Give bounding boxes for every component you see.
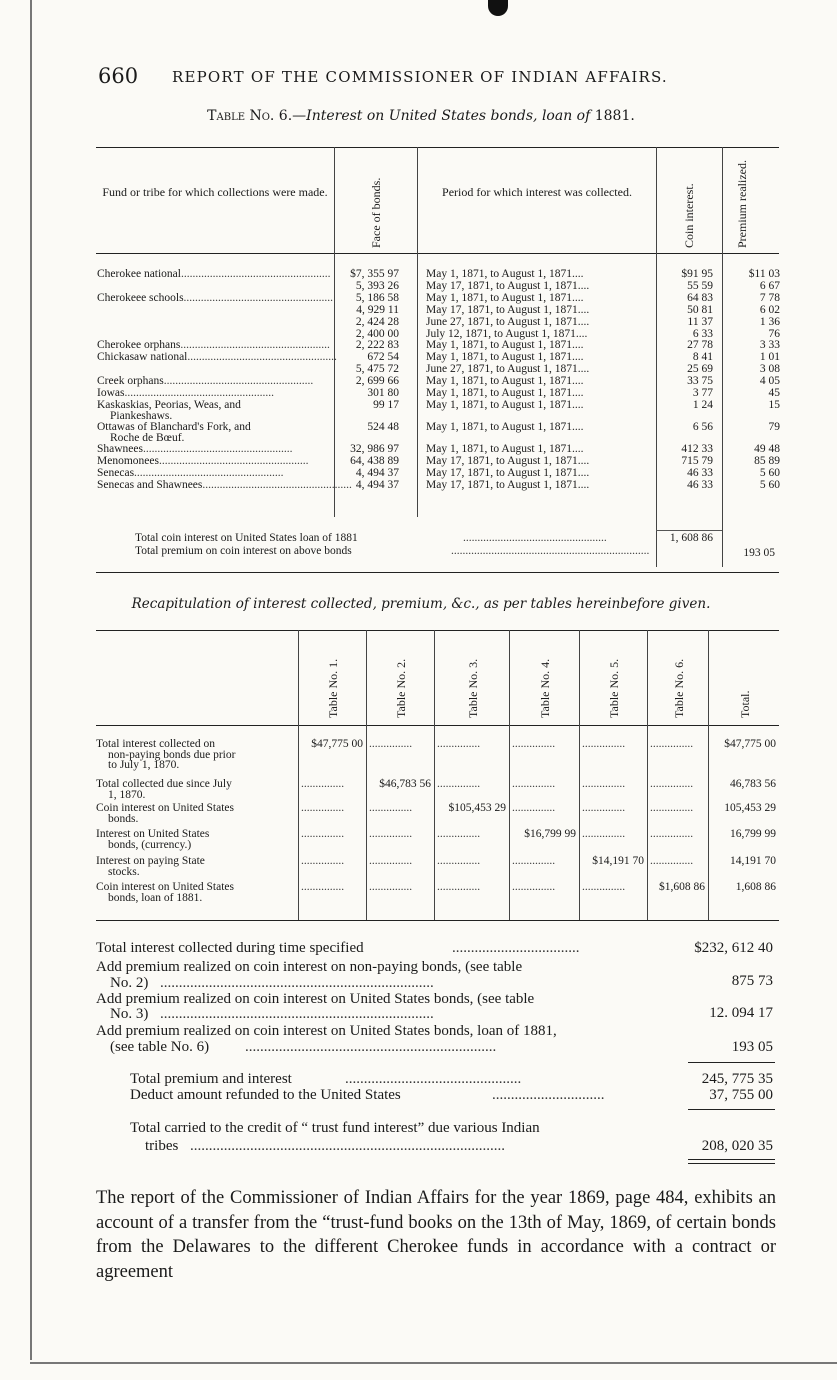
premium-realized: 79	[768, 420, 780, 433]
recap-cell-empty: ...............	[650, 828, 694, 840]
table6-row	[0, 292, 837, 304]
table6-row	[0, 316, 837, 328]
period-collected: May 1, 1871, to August 1, 1871....	[426, 387, 584, 399]
premium-realized: 5 60	[759, 478, 780, 491]
recap-cell-empty: ...............	[650, 778, 694, 790]
coin-interest: 64 83	[687, 291, 713, 304]
recap-row-total: 14,191 70	[730, 855, 776, 867]
binding-mark	[488, 0, 508, 16]
recap-cell-empty: ...............	[369, 828, 413, 840]
coin-interest: 33 75	[687, 375, 713, 388]
coin-interest: 6 33	[692, 327, 713, 340]
total-coin-value: 1, 608 86	[669, 532, 713, 544]
recap-cell-empty: ...............	[301, 855, 345, 867]
table6-row	[0, 328, 837, 340]
table6-row	[0, 351, 837, 363]
fund-name: Chickasaw national....................................................	[97, 351, 337, 364]
summary-line1-value: $232, 612 40	[694, 940, 773, 956]
table6-row	[0, 339, 837, 351]
recap-row-total: 105,453 29	[724, 802, 776, 814]
col-fund-header: Fund or tribe for which collections were made.	[102, 185, 328, 199]
recap-row-label: Total collected due since July	[96, 778, 232, 790]
summary-line3-label: Add premium realized on coin interest on United States bonds, (see table	[96, 991, 535, 1007]
premium-realized: 3 33	[759, 339, 780, 352]
recap-cell-empty: ...............	[369, 855, 413, 867]
table6-row	[0, 455, 837, 467]
table6-row	[0, 375, 837, 387]
recap-col-header: Table No. 4.	[538, 658, 552, 718]
coin-interest: 27 78	[687, 339, 713, 352]
coin-interest: 6 56	[692, 420, 713, 433]
coin-interest: 11 37	[687, 315, 713, 328]
table6-row	[0, 479, 837, 491]
recap-row-total: 1,608 86	[735, 881, 776, 893]
premium-realized: 3 08	[759, 363, 780, 376]
recap-cell-empty: ...............	[512, 881, 556, 893]
fund-name-continued: Roche de Bœuf.	[110, 431, 185, 444]
period-collected: May 1, 1871, to August 1, 1871....	[426, 291, 584, 304]
table6-row	[0, 304, 837, 316]
recap-cell-empty: ...............	[582, 802, 626, 814]
recap-cell-empty: ...............	[582, 738, 626, 750]
period-collected: May 17, 1871, to August 1, 1871....	[426, 303, 590, 316]
recap-cell-empty: ...............	[369, 802, 413, 814]
coin-interest: 412 33	[681, 442, 713, 455]
premium-realized: 1 01	[759, 351, 780, 364]
coin-interest: $91 95	[681, 268, 713, 280]
face-of-bonds: 4, 929 11	[356, 303, 399, 316]
table6-total-premium-row: Total premium on coin interest on above bonds ..................................................................... 193 05	[135, 545, 775, 559]
recap-cell-empty: ...............	[301, 802, 345, 814]
table6-row	[0, 467, 837, 479]
recap-row-total: 16,799 99	[730, 828, 776, 840]
recap-row-total: 46,783 56	[730, 778, 776, 790]
summary-line3-value: 12. 094 17	[709, 1005, 773, 1021]
fund-name: Cherokeee schools....................................................	[97, 291, 334, 304]
face-of-bonds: 2, 699 66	[355, 375, 399, 388]
recap-title: Recapitulation of interest collected, premium, &c., as per tables hereinbefore given.	[131, 596, 711, 612]
col-period-header: Period for which interest was collected.	[442, 185, 632, 199]
coin-interest: 46 33	[687, 466, 713, 479]
premium-realized: 15	[768, 398, 780, 411]
period-collected: July 12, 1871, to August 1, 1871....	[426, 327, 588, 340]
recap-row-label: stocks.	[108, 865, 140, 878]
premium-realized: 6 67	[759, 279, 780, 292]
face-of-bonds: 672 54	[367, 351, 399, 364]
recap-cell-empty: ...............	[512, 778, 556, 790]
coin-interest: 3 77	[692, 387, 713, 399]
recap-cell-empty: ...............	[437, 778, 481, 790]
table6-total-coin-row: Total coin interest on United States loan of 1881 .................................................. 1, 608 86	[135, 532, 713, 544]
summary-line1-label: Total interest collected during time specified	[96, 940, 364, 956]
fund-name: Cherokee national....................................................	[97, 268, 331, 280]
recap-col-header: Table No. 5.	[607, 658, 621, 718]
recap-row-label: bonds, loan of 1881.	[108, 891, 203, 904]
recap-cell-value: $1,608 86	[659, 881, 705, 893]
total-premium-label: Total premium on coin interest on above bonds	[135, 545, 352, 557]
table6-top-rule	[96, 147, 779, 148]
period-collected: May 1, 1871, to August 1, 1871....	[426, 442, 584, 455]
table6-header-rule	[96, 253, 779, 254]
premium-realized: 49 48	[754, 442, 780, 455]
recap-header-rule	[96, 725, 779, 726]
table6-row	[0, 387, 837, 399]
recap-cell-empty: ...............	[437, 881, 481, 893]
recap-cell-empty: ...............	[512, 855, 556, 867]
col-face-header: Face of bonds.	[369, 177, 383, 248]
summary-line2-label: Add premium realized on coin interest on non-paying bonds, (see table	[96, 959, 523, 975]
face-of-bonds: 5, 393 26	[355, 279, 399, 292]
face-of-bonds: 4, 494 37	[355, 466, 399, 479]
fund-name: Senecas....................................................	[97, 466, 284, 479]
period-collected: May 1, 1871, to August 1, 1871....	[426, 268, 584, 280]
summary-line6-label: Deduct amount refunded to the United States	[130, 1087, 401, 1103]
recap-row-label: Total interest collected on	[96, 738, 215, 750]
recap-cell-value: $47,775 00	[311, 738, 363, 750]
period-collected: May 1, 1871, to August 1, 1871....	[426, 375, 584, 388]
premium-realized: 85 89	[754, 454, 780, 467]
recap-col-header: Total.	[737, 690, 752, 718]
fund-name: Menomonees....................................................	[97, 454, 309, 467]
running-title: REPORT OF THE COMMISSIONER OF INDIAN AFFAIRS.	[172, 68, 668, 86]
recap-col-header: Table No. 1.	[326, 658, 340, 718]
fund-name-continued: Piankeshaws.	[110, 409, 173, 422]
recap-cell-empty: ...............	[650, 802, 694, 814]
summary-line7-value: 208, 020 35	[701, 1138, 773, 1154]
premium-realized: 6 02	[759, 303, 780, 316]
period-collected: June 27, 1871, to August 1, 1871....	[426, 315, 590, 328]
period-collected: May 17, 1871, to August 1, 1871....	[426, 466, 590, 479]
page-edge-bottom	[30, 1362, 837, 1364]
summary-line5-label: Total premium and interest	[130, 1071, 292, 1087]
period-collected: May 1, 1871, to August 1, 1871....	[426, 420, 584, 433]
coin-interest: 46 33	[687, 478, 713, 491]
recap-cell-empty: ...............	[650, 738, 694, 750]
fund-name: Ottawas of Blanchard's Fork, and	[97, 420, 251, 433]
recap-row-label: bonds, (currency.)	[108, 838, 192, 851]
table6-row	[0, 443, 837, 455]
page-number: 660	[98, 64, 139, 88]
total-premium-value: 193 05	[743, 547, 775, 559]
recap-cell-value: $105,453 29	[448, 802, 506, 814]
document-page: 660 REPORT OF THE COMMISSIONER OF INDIAN AFFAIRS. Table No. 6.—Interest on United States bonds, loan of 1881. Fund or tribe for which collections were made. Face of bonds. Period for which interest was collected. Coin interest. Premium realized. Cherokee national.................................................... $7, 355 97 May 1, 1871, to August 1, 1871.... $91 95 $11 03 5, 393 26 May 17, 1871, to August 1, 1871.... 55 59 6 67 Cherokeee schools.................................................... 5, 186 58 May 1, 1871, to August 1, 1871.... 64 83 7 78 4, 929 11 May 17, 1871, to August 1, 1871.... 50 81 6 02 2, 424 28 June 27, 1871, to August 1, 1871.... 11 37 1 36 2, 400 00 July 12, 1871, to August 1, 1871.... 6 33 76 Cherokee orphans.................................................... 2, 222 83 May 1, 1871, to August 1, 1871.... 27 78 3 33 Chickasaw national.................................................... 672 54 May 1, 1871, to August 1, 1871.... 8 41 1 01 5, 475 72 June 27, 1871, to August 1, 1871.... 25 69 3 08 Creek orphans.................................................... 2, 699 66 May 1, 1871, to August 1, 1871.... 33 75 4 05 Iowas.................................................... 301 80 May 1, 1871, to August 1, 1871.... 3 77 45 Kaskaskias, Peorias, Weas, and 99 17 May 1, 1871, to August 1, 1871.... 1 24 15 Piankeshaws. Ottawas of Blanchard's Fork, and 524 48 May 1, 1871, to August 1, 1871.... 6 56 79 Roche de Bœuf. Shawnees.................................................... 32, 986 97 May 1, 1871, to August 1, 1871.... 412 33 49 48 Menomonees.................................................... 64, 438 89 May 17, 1871, to August 1, 1871.... 715 79 85 89 Senecas.................................................... 4, 494 37 May 17, 1871, to August 1, 1871.... 46 33 5 60 Senecas and Shawnees.................................................... 4, 494 37 May 17, 1871, to August 1, 1871.... 46 33 5 60 Total coin interest on United States loan of 1881 .................................................. 1, 608 86 Total premium on coin interest on above bonds ..................................................................... 193 05 Recapitulation of interest collected, premium, &c., as per tables hereinbefore given. Table No. 1. Table No. 2. Table No. 3. Table No. 4. Table No. 5. Table No. 6. Total. Total interest collected on non-paying bonds due prior to July 1, 1870. $47,775 00 ............... ............... ............... ............... ............... $47,775 00 Total collected due since July 1, 1870. ............... $46,783 56 ............... ............... ............... ............... 46,783 56 Coin interest on United States bonds. ............... ............... $105,453 29 ............... ............... ............... 105,453 29 Interest on United States bonds, (currency.) ............... ............... ............... $16,799 99 ............... ............... 16,799 99 Interest on paying State stocks. ............... ............... ............... ............... $14,191 70 ............... 14,191 70 Coin interest on United States bonds, loan of 1881. ............... ............... ............... ............... ............... $1,608 86 1,608 86 Total interest collected during time specified .................................. $232, 612 40 Add premium realized on coin interest on non-paying bonds, (see table No. 2) ......................................................................... 875 73 Add premium realized on coin interest on United States bonds, (see table No. 3) ......................................................................... 12. 094 17 Add premium realized on coin interest on United States bonds, loan of 1881, (see table No. 6) ................................................................... 193 05 Total premium and interest ............................................... 245, 775 35 Deduct amount refunded to the United States .............................. 37, 755 00 Total carried to the credit of “ trust fund interest” due various Indian tribes .................................................................................... 208, 020 35 The report of the Commissioner of Indian Affairs for the year 1869, page 484, exhibits an account of a transfer from the “trust-fund books on the 13th of May, 1869, of certain bonds from the Delawares to the different Cherokee funds in accordance with a contract or agreement	[0, 0, 837, 1380]
recap-cell-empty: ...............	[301, 778, 345, 790]
fund-name: Kaskaskias, Peorias, Weas, and	[97, 398, 241, 411]
coin-interest: 715 79	[681, 454, 713, 467]
summary-line6-value: 37, 755 00	[709, 1087, 773, 1103]
face-of-bonds: 4, 494 37	[355, 478, 399, 491]
recap-row-label: Coin interest on United States	[96, 881, 234, 893]
summary-line5-value: 245, 775 35	[701, 1071, 773, 1087]
recap-col-header: Table No. 2.	[394, 658, 408, 718]
body-paragraph: The report of the Commissioner of Indian Affairs for the year 1869, page 484, exhibits an account of a transfer from the “trust-fund books on the 13th of May, 1869, of certain bonds from the Delawares to the different Cherokee funds in accordance with a contract or agreement	[96, 1188, 776, 1282]
recap-cell-empty: ...............	[369, 738, 413, 750]
coin-interest: 1 24	[692, 398, 713, 411]
fund-name: Creek orphans....................................................	[97, 375, 314, 388]
fund-name: Shawnees....................................................	[97, 442, 293, 455]
recap-cell-empty: ...............	[650, 855, 694, 867]
recap-row-label: Coin interest on United States	[96, 802, 234, 814]
recap-cell-empty: ...............	[301, 828, 345, 840]
premium-realized: 45	[768, 387, 780, 399]
face-of-bonds: 301 80	[367, 387, 399, 399]
table6-bottom-rule	[96, 572, 779, 573]
recap-cell-value: $16,799 99	[524, 828, 576, 840]
premium-realized: 7 78	[759, 291, 780, 304]
face-of-bonds: 99 17	[373, 398, 399, 411]
recap-top-rule	[96, 630, 779, 631]
table6-caption: Table No. 6.—Interest on United States bonds, loan of 1881.	[207, 108, 635, 124]
period-collected: May 1, 1871, to August 1, 1871....	[426, 339, 584, 352]
premium-realized: 5 60	[759, 466, 780, 479]
total-coin-label: Total coin interest on United States loan of 1881	[135, 532, 358, 544]
coin-interest: 25 69	[687, 363, 713, 376]
period-collected: May 1, 1871, to August 1, 1871....	[426, 398, 584, 411]
face-of-bonds: $7, 355 97	[350, 268, 399, 280]
premium-realized: $11 03	[748, 268, 780, 280]
premium-realized: 76	[768, 327, 780, 340]
recap-row-label: 1, 1870.	[108, 788, 146, 801]
period-collected: May 17, 1871, to August 1, 1871....	[426, 454, 590, 467]
coin-interest: 55 59	[687, 279, 713, 292]
summary-line4-label: Add premium realized on coin interest on United States bonds, loan of 1881,	[96, 1023, 557, 1039]
face-of-bonds: 2, 222 83	[355, 339, 399, 352]
recap-row-label: Interest on paying State	[96, 855, 205, 867]
face-of-bonds: 524 48	[367, 420, 399, 433]
premium-realized: 1 36	[759, 315, 780, 328]
recap-cell-empty: ...............	[301, 881, 345, 893]
recap-cell-empty: ...............	[582, 881, 626, 893]
recap-cell-empty: ...............	[582, 778, 626, 790]
face-of-bonds: 2, 424 28	[355, 315, 399, 328]
table6-row	[0, 363, 837, 375]
recap-bottom-rule	[96, 920, 779, 921]
recap-row-label: non-paying bonds due prior	[108, 748, 236, 761]
coin-interest: 50 81	[687, 303, 713, 316]
face-of-bonds: 64, 438 89	[350, 454, 399, 467]
summary-line2-value: 875 73	[731, 973, 773, 989]
face-of-bonds: 2, 400 00	[355, 327, 399, 340]
recap-cell-empty: ...............	[437, 828, 481, 840]
period-collected: May 17, 1871, to August 1, 1871....	[426, 279, 590, 292]
period-collected: June 27, 1871, to August 1, 1871....	[426, 363, 590, 376]
col-premium-header: Premium realized.	[735, 160, 749, 248]
recap-row-label: to July 1, 1870.	[108, 759, 180, 771]
recap-cell-empty: ...............	[512, 738, 556, 750]
summary-line4-value: 193 05	[731, 1039, 773, 1055]
recap-col-header: Table No. 3.	[465, 658, 480, 718]
fund-name: Senecas and Shawnees....................................................	[97, 478, 352, 491]
fund-name: Cherokee orphans....................................................	[97, 339, 330, 352]
table6-row	[0, 268, 837, 280]
recap-cell-empty: ...............	[582, 828, 626, 840]
col-coin-header: Coin interest.	[682, 183, 696, 248]
recap-row-label: bonds.	[108, 812, 139, 825]
face-of-bonds: 5, 186 58	[355, 291, 399, 304]
recap-cell-empty: ...............	[437, 855, 481, 867]
recap-cell-empty: ...............	[437, 738, 481, 750]
period-collected: May 1, 1871, to August 1, 1871....	[426, 351, 584, 364]
face-of-bonds: 32, 986 97	[350, 442, 399, 455]
recap-cell-value: $46,783 56	[379, 778, 431, 790]
fund-name: Iowas....................................................	[97, 387, 274, 399]
recap-col-header: Table No. 6.	[671, 658, 686, 718]
premium-realized: 4 05	[759, 375, 780, 388]
recap-cell-empty: ...............	[512, 802, 556, 814]
page-edge-left	[30, 0, 32, 1360]
face-of-bonds: 5, 475 72	[355, 363, 399, 376]
recap-row-total: $47,775 00	[724, 738, 776, 750]
recap-row-label: Interest on United States	[96, 828, 210, 840]
summary-line7-label: Total carried to the credit of “ trust fund interest” due various Indian	[130, 1120, 540, 1136]
recap-cell-value: $14,191 70	[592, 855, 644, 867]
coin-interest: 8 41	[692, 351, 713, 364]
table6-row	[0, 280, 837, 292]
recap-cell-empty: ...............	[369, 881, 413, 893]
period-collected: May 17, 1871, to August 1, 1871....	[426, 478, 590, 491]
